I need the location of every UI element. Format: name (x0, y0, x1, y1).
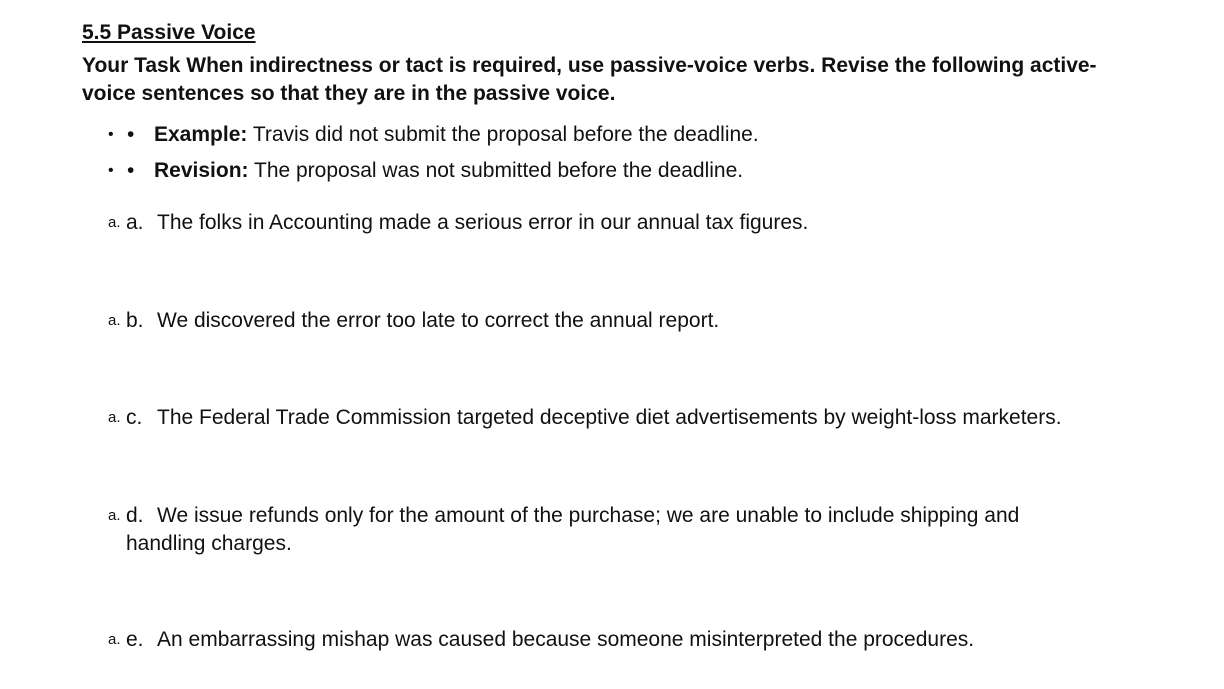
revision-text: The proposal was not submitted before the deadline. (248, 159, 744, 182)
bullet-marker: • (108, 162, 114, 179)
revision-label: Revision: (154, 159, 249, 182)
example-list (82, 122, 1192, 194)
item-letter: d. (126, 504, 144, 527)
revision-item (82, 158, 1192, 194)
exercise-sentence: We issue refunds only for the amount of the purchase; we are unable to include shipping and handling charges. (126, 504, 1020, 555)
list-marker: a. (108, 312, 121, 329)
item-letter: e. (126, 628, 144, 651)
exercise-sentence: The folks in Accounting made a serious error in our annual tax figures. (157, 211, 809, 234)
example-label: Example: (154, 123, 248, 146)
bullet-marker: • (127, 123, 135, 146)
item-letter: c. (126, 406, 143, 429)
bullet-marker: • (108, 126, 114, 143)
exercise-item (82, 307, 1192, 335)
exercise-item (82, 209, 1192, 237)
list-marker: a. (108, 507, 121, 524)
section-title: 5.5 Passive Voice (82, 21, 256, 44)
list-marker: a. (108, 214, 121, 231)
example-item (82, 122, 1192, 158)
example-text: Travis did not submit the proposal before the deadline. (247, 123, 759, 146)
exercise-item (82, 626, 1192, 654)
document-page (82, 20, 1192, 651)
item-letter: a. (126, 211, 144, 234)
exercise-sentence: We discovered the error too late to correct the annual report. (157, 309, 720, 332)
list-marker: a. (108, 409, 121, 426)
bullet-marker: • (127, 159, 135, 182)
exercise-sentence: The Federal Trade Commission targeted deceptive diet advertisements by weight-loss marketers. (157, 406, 1062, 429)
exercise-item (82, 404, 1192, 432)
item-letter: b. (126, 309, 144, 332)
exercise-sentence: An embarrassing mishap was caused because someone misinterpreted the procedures. (157, 628, 975, 651)
list-marker: a. (108, 631, 121, 648)
exercise-item (82, 502, 1192, 558)
task-instructions: Your Task When indirectness or tact is required, use passive-voice verbs. Revise the following active-voice sentences so that they are in the passive voice. (82, 54, 1097, 105)
